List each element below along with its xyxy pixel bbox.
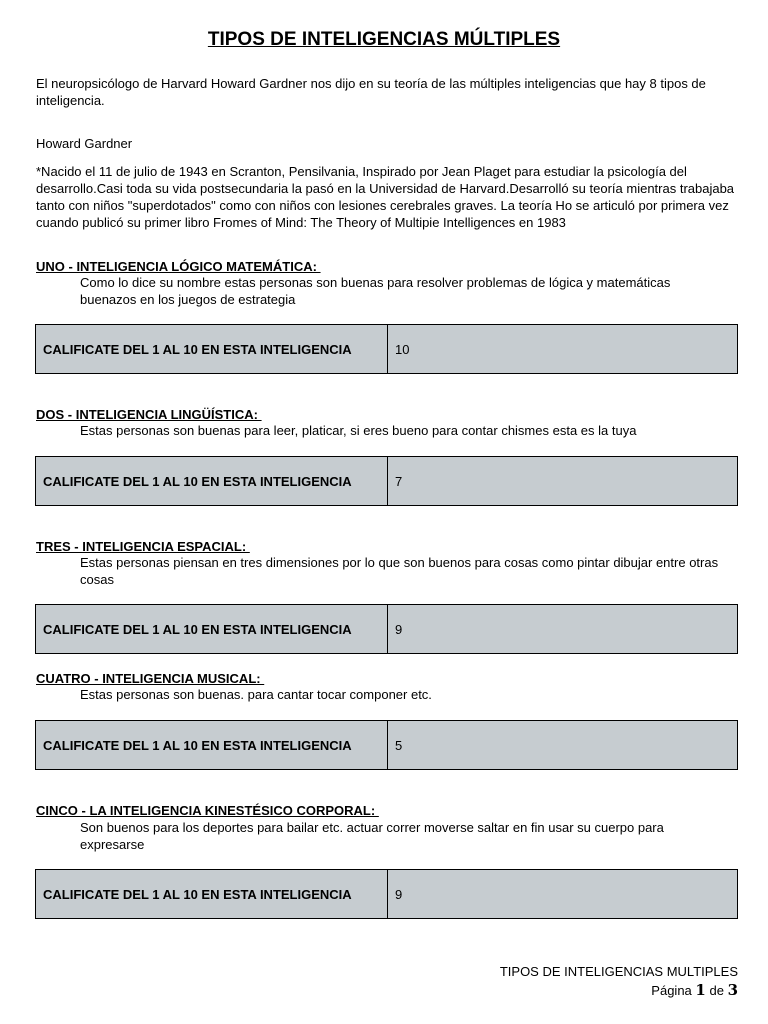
rating-label: CALIFICATE DEL 1 AL 10 EN ESTA INTELIGENCIA — [36, 870, 388, 918]
rating-value[interactable]: 7 — [395, 473, 403, 489]
section-description-tres: Estas personas piensan en tres dimensiones por lo que son buenos para cosas como pintar dibujar entre otras cosas — [80, 555, 719, 587]
rating-value[interactable]: 5 — [395, 737, 403, 753]
rating-value[interactable]: 10 — [395, 341, 410, 357]
section-heading-uno: UNO - INTELIGENCIA LÓGICO MATEMÁTICA: — [36, 259, 321, 274]
footer-page-current: 1 — [695, 981, 706, 999]
rating-label: CALIFICATE DEL 1 AL 10 EN ESTA INTELIGENCIA — [36, 605, 388, 653]
footer-page-number — [651, 981, 738, 1000]
section-description-cuatro: Estas personas son buenas. para cantar tocar componer etc. — [80, 687, 432, 702]
footer-of-word: de — [709, 983, 724, 998]
section-heading-cuatro: CUATRO - INTELIGENCIA MUSICAL: — [36, 671, 265, 686]
section-heading-dos: DOS - INTELIGENCIA LINGÜÍSTICA: — [36, 407, 262, 422]
intro-paragraph: El neuropsicólogo de Harvard Howard Gardner nos dijo en su teoría de las múltiples inteligencias que hay 8 tipos de inteligencia. — [36, 76, 706, 108]
section-description-dos: Estas personas son buenas para leer, platicar, si eres bueno para contar chismes esta es la tuya — [80, 423, 637, 438]
rating-value[interactable]: 9 — [395, 886, 403, 902]
author-name: Howard Gardner — [36, 136, 133, 151]
section-heading-cinco: CINCO - LA INTELIGENCIA KINESTÉSICO CORPORAL: — [36, 803, 379, 818]
rating-label: CALIFICATE DEL 1 AL 10 EN ESTA INTELIGENCIA — [36, 721, 388, 769]
section-heading-tres: TRES - INTELIGENCIA ESPACIAL: — [36, 539, 250, 554]
footer-page-total: 3 — [727, 981, 738, 999]
rating-table-tres — [35, 604, 738, 654]
footer-page-word: Página — [651, 983, 692, 998]
rating-label: CALIFICATE DEL 1 AL 10 EN ESTA INTELIGENCIA — [36, 457, 388, 505]
section-description-cinco: Son buenos para los deportes para bailar etc. actuar correr moverse saltar en fin usar su cuerpo para expresarse — [80, 820, 664, 852]
section-description-uno: Como lo dice su nombre estas personas son buenas para resolver problemas de lógica y matemáticas buenazos en los juegos de estrategia — [80, 275, 671, 307]
document-title: TIPOS DE INTELIGENCIAS MÚLTIPLES — [207, 29, 561, 50]
author-bio: *Nacido el 11 de julio de 1943 en Scranton, Pensilvania, Inspirado por Jean Plaget para estudiar la psicología del desarrollo.Casi toda su vida postsecundaria la pasó en la Universidad de Harvard.Desarrolló su teoría mientras trabajaba tanto con niños "superdotados" como con niños con lesiones cerebrales graves. La teoría Ho se articuló por primera vez cuando publicó su primer libro Fromes of Mind: The Theory of Multipie Intelligences en 1983 — [36, 164, 735, 230]
rating-table-dos — [35, 456, 738, 506]
rating-table-cuatro — [35, 720, 738, 770]
rating-value[interactable]: 9 — [395, 621, 403, 637]
rating-table-uno — [35, 324, 738, 374]
rating-label: CALIFICATE DEL 1 AL 10 EN ESTA INTELIGENCIA — [36, 325, 388, 373]
rating-table-cinco — [35, 869, 738, 919]
footer-document-title: TIPOS DE INTELIGENCIAS MULTIPLES — [499, 964, 738, 979]
